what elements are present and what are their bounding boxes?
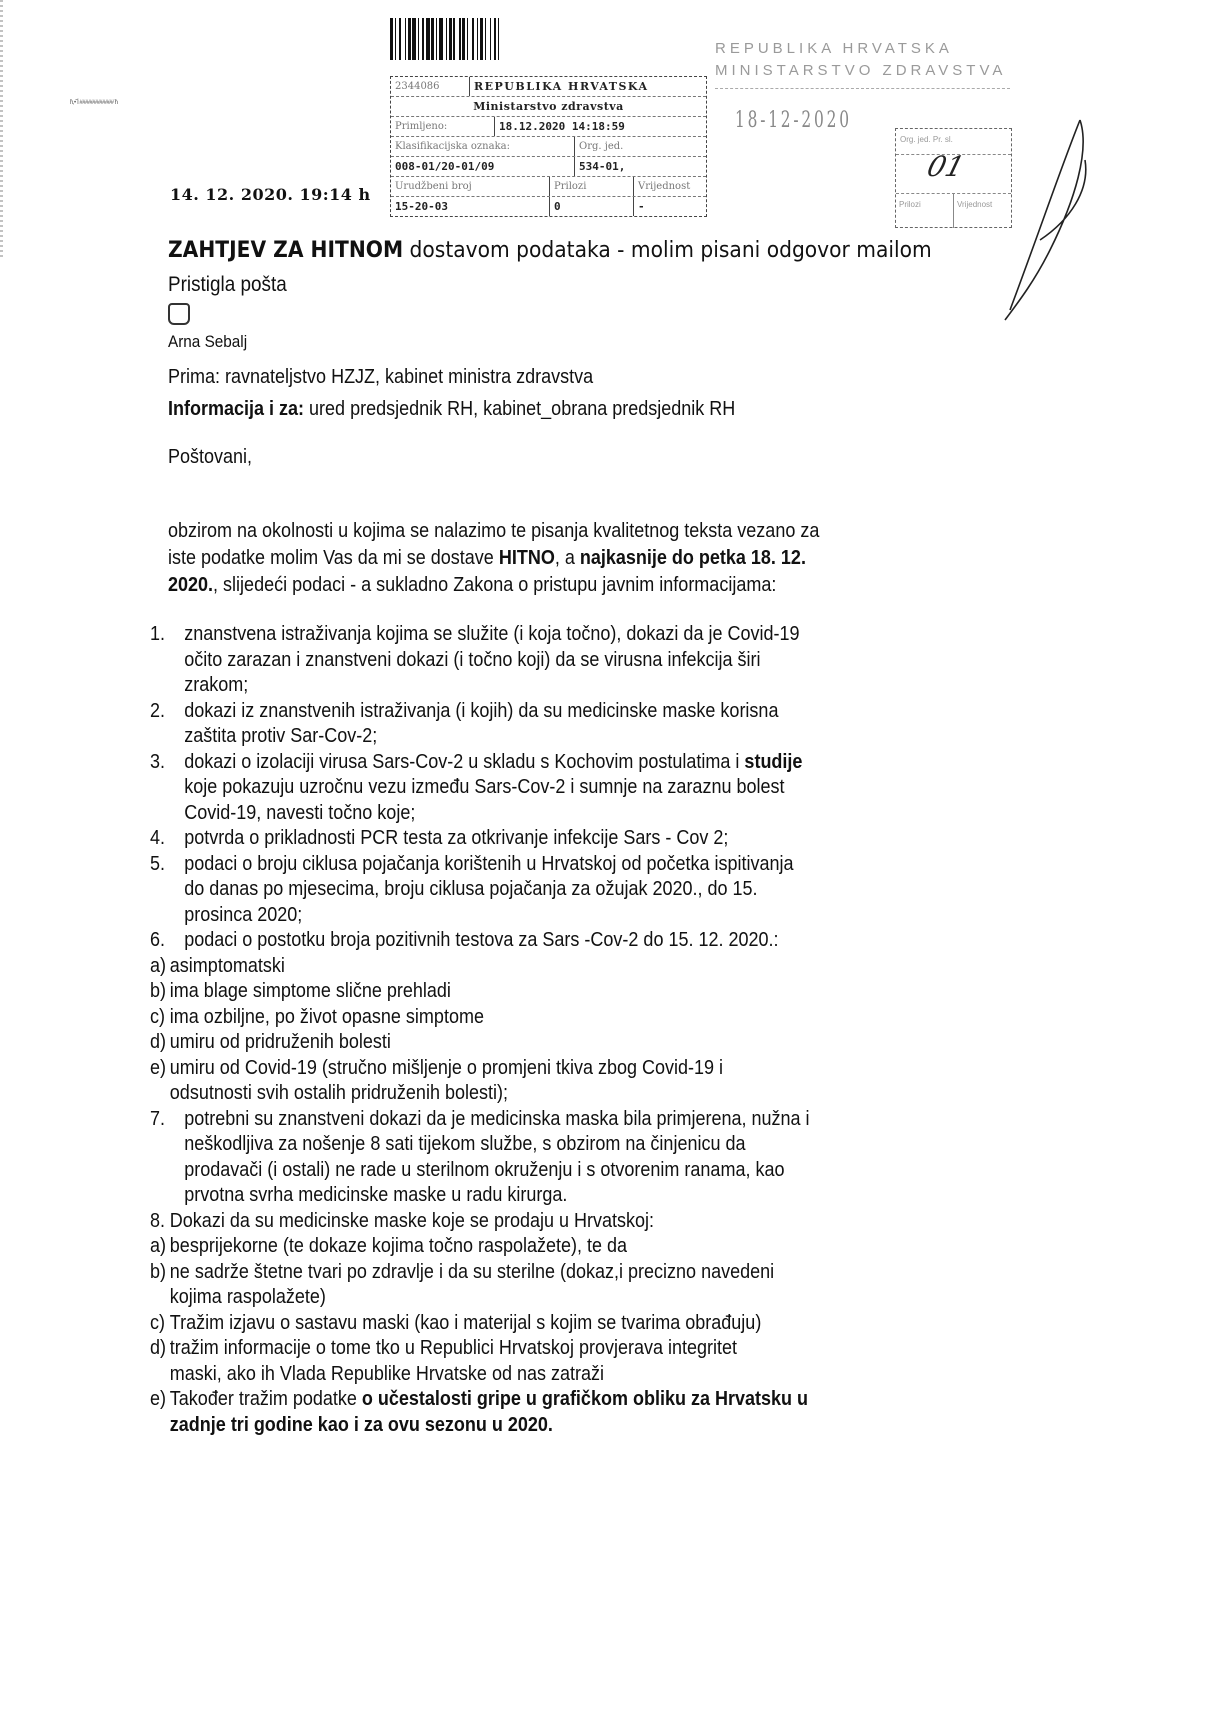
handwritten-signature xyxy=(980,110,1100,330)
intro-text-3: , slijedeći podaci - a sukladno Zakona o pristupu javnim informacijama: xyxy=(213,574,777,596)
list-item-number: b) xyxy=(150,980,167,1002)
email-subject-rest: dostavom podataka - molim pisani odgovor mailom xyxy=(403,238,932,263)
scan-edge-artifact xyxy=(0,0,3,260)
stamp-received-label: Primljeno: xyxy=(391,117,495,136)
second-stamp-divider xyxy=(715,88,1010,89)
list-item-number: e) xyxy=(150,1056,167,1079)
sub-list-item xyxy=(150,954,960,980)
list-item-line: maski, ako ih Vlada Republike Hrvatske od nas zatraži xyxy=(169,1362,605,1385)
second-stamp-date: 18-12-2020 xyxy=(735,108,852,133)
list-item xyxy=(150,699,960,750)
sub-list-item xyxy=(150,1209,960,1235)
sub-list-item xyxy=(150,1234,960,1260)
barcode-bar xyxy=(499,18,502,60)
list-item-line: zrakom; xyxy=(184,674,249,696)
email-cc-value: ured predsjednik RH, kabinet_obrana predsjednik RH xyxy=(304,398,736,420)
list-item-line: potrebni su znanstveni dokazi da je medicinska maska bila primjerena, nužna i xyxy=(184,1107,810,1130)
sub-list-item xyxy=(150,1311,960,1337)
list-item-line: tražim informacije o tome tko u Republici Hrvatskoj provjerava integritet xyxy=(169,1337,738,1359)
second-stamp-value-label: Vrijednost xyxy=(957,200,993,209)
list-item-line: asimptomatski xyxy=(169,954,285,977)
list-item-line: prodavači (i ostali) ne rade u sterilnom okruženju i s otvorenim ranama, kao xyxy=(184,1158,785,1181)
list-item-number: d) xyxy=(150,1337,167,1359)
list-item-number: e) xyxy=(150,1388,167,1410)
scan-mark: ħ,•˜İ ############ ħ xyxy=(70,100,118,106)
stamp-ministry: Ministarstvo zdravstva xyxy=(473,100,624,113)
intro-line-3 xyxy=(168,574,776,597)
sender-avatar-icon xyxy=(168,303,190,325)
email-to xyxy=(168,366,593,389)
stamp-classification-label: Klasifikacijska oznaka: xyxy=(391,137,575,156)
request-list xyxy=(150,622,960,1438)
list-item-number: 4. xyxy=(150,827,166,849)
barcode xyxy=(390,18,675,60)
list-item-line: Covid-19, navesti točno koje; xyxy=(184,801,416,824)
list-item-line: odsutnosti svih ostalih pridruženih bolesti); xyxy=(169,1082,508,1104)
email-folder: Pristigla pošta xyxy=(168,273,287,296)
list-item-number: 3. xyxy=(150,750,166,773)
sub-list-item xyxy=(150,1387,960,1438)
intro-line-1: obzirom na okolnosti u kojima se nalazimo te pisanja kvalitetnog teksta vezano za xyxy=(168,520,820,542)
list-item-number: a) xyxy=(150,1235,167,1257)
intro-line-2 xyxy=(168,547,806,570)
list-item-bold-text: studije xyxy=(744,750,803,773)
registry-stamp xyxy=(390,76,707,217)
list-item-line: neškodljiva za nošenje 8 sati tijekom službe, s obzirom na činjenicu da xyxy=(184,1133,746,1155)
list-item-line: Tražim izjavu o sastavu maski (kao i materijal s kojim se tvarima obrađuju) xyxy=(169,1311,762,1334)
sub-list-item xyxy=(150,1056,960,1107)
list-item-line: zaštita protiv Sar-Cov-2; xyxy=(184,725,378,747)
stamp-reg-number-value: 15-20-03 xyxy=(391,197,550,216)
list-item-number: d) xyxy=(150,1031,167,1053)
list-item-line: ima blage simptome slične prehladi xyxy=(169,980,451,1002)
list-item-line: očito zarazan i znanstveni dokazi (i točno koji) da se virusna infekcija širi xyxy=(184,648,761,671)
stamp-value-value: - xyxy=(638,200,645,213)
email-to-label: Prima: xyxy=(168,366,221,388)
email-cc xyxy=(168,398,735,421)
list-item xyxy=(150,826,960,852)
list-item-line: besprijekorne (te dokaze kojima točno raspolažete), te da xyxy=(169,1235,628,1257)
list-item-line: prvotna svrha medicinske maske u radu kirurga. xyxy=(184,1184,568,1206)
email-cc-label: Informacija i za: xyxy=(168,398,305,420)
stamp-attachments-value: 0 xyxy=(550,197,634,216)
list-item xyxy=(150,928,960,954)
list-item xyxy=(150,750,960,827)
list-item-line: podaci o postotku broja pozitivnih testova za Sars -Cov-2 do 15. 12. 2020.: xyxy=(184,929,779,951)
list-item xyxy=(150,852,960,929)
email-subject-bold: ZAHTJEV ZA HITNOM xyxy=(168,238,404,263)
list-item-line xyxy=(184,750,960,776)
intro-deadline: najkasnije do petka 18. 12. xyxy=(579,547,806,569)
list-item-text: Također tražim podatke xyxy=(169,1388,362,1410)
email-to-value: ravnateljstvo HZJZ, kabinet ministra zdravstva xyxy=(220,366,594,388)
list-item-line: do danas po mjesecima, broju ciklusa pojačanja za ožujak 2020., do 15. xyxy=(184,878,758,900)
stamp-received-value: 18.12.2020 14:18:59 xyxy=(499,120,625,133)
list-item-text: dokazi o izolaciji virusa Sars-Cov-2 u skladu s Kochovim postulatima i xyxy=(184,750,745,773)
stamp-classification-value: 008-01/20-01/09 xyxy=(391,157,575,176)
list-item-line: Dokazi da su medicinske maske koje se prodaju u Hrvatskoj: xyxy=(169,1209,655,1232)
list-item-line: ne sadrže štetne tvari po zdravlje i da su sterilne (dokaz,i precizno navedeni xyxy=(169,1260,775,1283)
list-item xyxy=(150,1107,960,1209)
stamp-reg-number-label: Urudžbeni broj xyxy=(391,177,550,196)
list-item xyxy=(150,622,960,699)
sub-list-item xyxy=(150,1030,960,1056)
list-item-bold-line: zadnje tri godine kao i za ovu sezonu u 2020. xyxy=(169,1413,553,1436)
second-stamp-attachments-label: Prilozi xyxy=(896,194,954,228)
intro-text: iste podatke molim Vas da mi se dostave xyxy=(168,547,499,569)
stamp-value-label: Vrijednost xyxy=(638,181,691,192)
list-item-number: 2. xyxy=(150,699,166,722)
stamp-attachments-label: Prilozi xyxy=(550,177,634,196)
sub-list-item xyxy=(150,979,960,1005)
list-item-line: koje pokazuju uzročnu vezu između Sars-Cov-2 i sumnje na zaraznu bolest xyxy=(184,776,785,798)
list-item-line: ima ozbiljne, po život opasne simptome xyxy=(169,1005,484,1028)
intro-text-2: , a xyxy=(554,547,580,569)
second-stamp-line1: REPUBLIKA HRVATSKA xyxy=(715,40,953,57)
list-item-line: potvrda o prikladnosti PCR testa za otkrivanje infekcije Sars - Cov 2; xyxy=(184,827,729,849)
received-datetime: 14. 12. 2020. 19:14 h xyxy=(170,185,371,204)
list-item-number: 8. xyxy=(150,1209,166,1232)
list-item-number: b) xyxy=(150,1260,167,1283)
intro-hitno: HITNO xyxy=(498,547,555,569)
email-sender: Arna Sebalj xyxy=(168,332,248,351)
list-item-number: c) xyxy=(150,1005,166,1028)
list-item-number: 7. xyxy=(150,1107,166,1130)
second-stamp-line2: MINISTARSTVO ZDRAVSTVA xyxy=(715,62,1007,79)
intro-deadline-year: 2020. xyxy=(168,574,214,596)
second-stamp-box-label: Org. jed. Pr. sl. xyxy=(896,129,1011,155)
email-subject xyxy=(168,238,932,263)
stamp-org-label: Org. jed. xyxy=(579,141,624,152)
list-item-number: a) xyxy=(150,954,167,977)
stamp-org-value: 534-01, xyxy=(579,160,626,173)
list-item-number: c) xyxy=(150,1311,166,1334)
sub-list-item xyxy=(150,1005,960,1031)
list-item-line: dokazi iz znanstvenih istraživanja (i kojih) da su medicinske maske korisna xyxy=(184,699,779,722)
sub-list-item xyxy=(150,1336,960,1387)
list-item-line: prosinca 2020; xyxy=(184,903,303,926)
list-item-number: 1. xyxy=(150,623,166,645)
list-item-line: podaci o broju ciklusa pojačanja korištenih u Hrvatskoj od početka ispitivanja xyxy=(184,852,794,875)
handwritten-number: 01 xyxy=(923,150,969,183)
email-greeting: Poštovani, xyxy=(168,446,253,468)
list-item-line xyxy=(170,1387,960,1413)
stamp-number: 2344086 xyxy=(391,77,470,96)
sub-list-item xyxy=(150,1260,960,1311)
stamp-title: REPUBLIKA HRVATSKA xyxy=(474,80,649,93)
list-item-number: 6. xyxy=(150,929,166,951)
list-item-number: 5. xyxy=(150,852,166,875)
list-item-line: umiru od pridruženih bolesti xyxy=(169,1031,391,1053)
list-item-line: kojima raspolažete) xyxy=(169,1286,326,1308)
list-item-bold-text: o učestalosti gripe u grafičkom obliku za Hrvatsku u xyxy=(361,1388,809,1410)
list-item-line: znanstvena istraživanja kojima se služite (i koja točno), dokazi da je Covid-19 xyxy=(184,623,800,645)
list-item-line: umiru od Covid-19 (stručno mišljenje o promjeni tkiva zbog Covid-19 i xyxy=(169,1056,724,1079)
